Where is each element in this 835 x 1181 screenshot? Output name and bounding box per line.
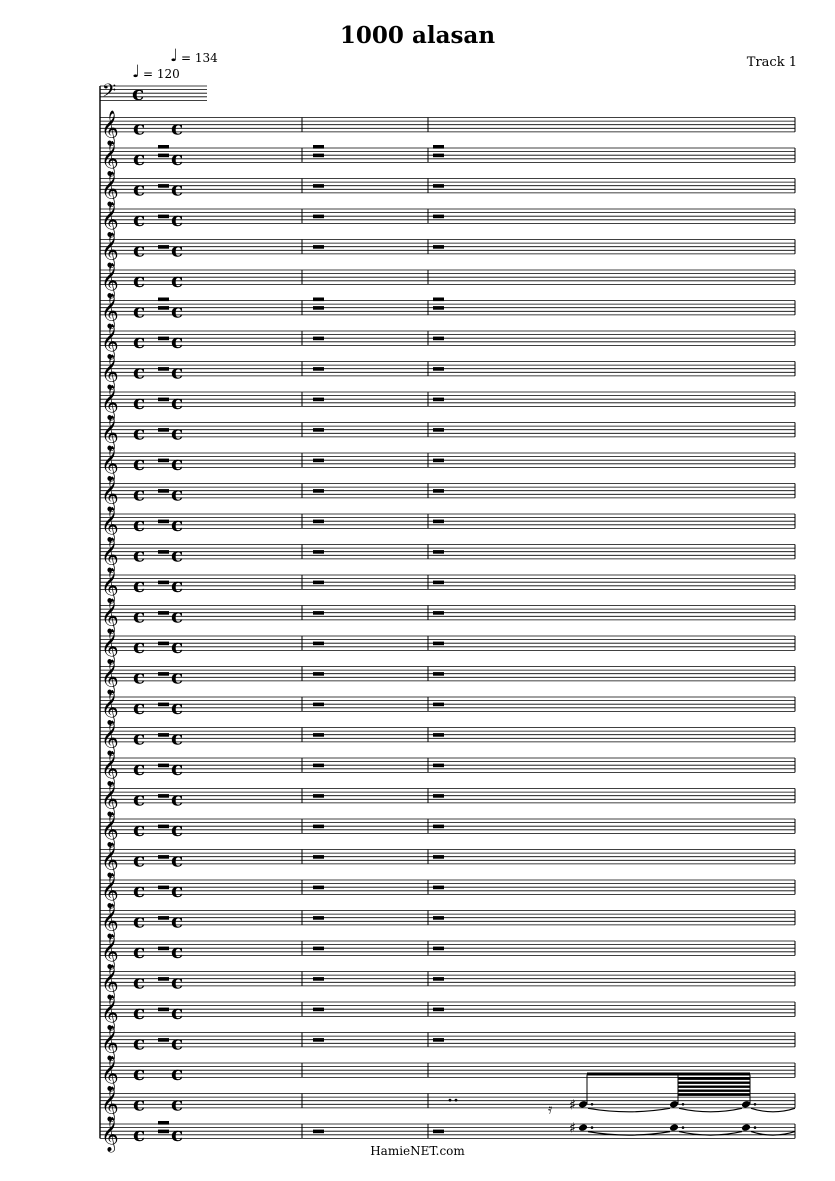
whole-rest xyxy=(158,733,169,737)
whole-rest xyxy=(158,611,169,615)
time-signature: c xyxy=(171,786,184,811)
time-signature: c xyxy=(171,969,184,994)
beam xyxy=(678,1094,750,1096)
tempo-value-2: = 134 xyxy=(181,51,218,65)
track-label: Track 1 xyxy=(746,55,797,70)
whole-rest xyxy=(433,855,444,859)
whole-rest xyxy=(433,489,444,493)
page-title: 1000 alasan xyxy=(339,22,496,49)
whole-rest xyxy=(158,184,169,188)
whole-rest xyxy=(313,733,324,737)
treble-clef-icon: 𝄞 xyxy=(101,141,119,176)
whole-rest xyxy=(158,428,169,432)
quarter-note-icon: ♩ xyxy=(170,46,179,66)
treble-clef-icon: 𝄞 xyxy=(101,812,119,847)
whole-rest xyxy=(158,855,169,859)
whole-rest xyxy=(433,154,444,158)
treble-clef-icon: 𝄞 xyxy=(101,1056,119,1091)
time-signature: c xyxy=(171,1091,184,1116)
time-signature: c xyxy=(133,1061,146,1085)
treble-clef-icon: 𝄞 xyxy=(101,263,119,298)
treble-clef-icon: 𝄞 xyxy=(101,293,119,329)
whole-rest xyxy=(158,886,169,890)
augmentation-dot xyxy=(682,1126,685,1129)
tie xyxy=(751,1108,795,1112)
whole-rest xyxy=(158,1130,169,1134)
time-signature: c xyxy=(133,115,146,140)
time-signature: c xyxy=(171,1061,184,1085)
time-signature: c xyxy=(171,725,184,750)
treble-clef-icon: 𝄞 xyxy=(101,110,119,146)
beam xyxy=(678,1090,750,1092)
time-signature: c xyxy=(171,268,184,292)
quarter-note-icon: ♩ xyxy=(132,62,141,82)
time-signature: c xyxy=(171,115,184,140)
whole-rest xyxy=(313,145,324,149)
whole-rest xyxy=(313,428,324,432)
treble-clef-icon: 𝄞 xyxy=(101,1025,119,1061)
treble-clef-icon: 𝄞 xyxy=(101,934,119,969)
time-signature: c xyxy=(171,878,184,902)
time-signature: c xyxy=(171,695,184,719)
sharp-accidental: ♯ xyxy=(569,1097,576,1114)
whole-rest xyxy=(313,672,324,676)
treble-clef-icon: 𝄞 xyxy=(101,873,119,908)
whole-rest xyxy=(313,459,324,463)
treble-clef-icon: 𝄞 xyxy=(101,781,119,817)
treble-clef-icon: 𝄞 xyxy=(101,842,119,878)
time-signature: c xyxy=(171,298,184,323)
whole-rest xyxy=(313,642,324,646)
treble-clef-icon: 𝄞 xyxy=(101,598,119,634)
whole-rest xyxy=(433,825,444,829)
whole-rest xyxy=(158,916,169,920)
whole-rest xyxy=(433,581,444,585)
time-signature: c xyxy=(171,1030,184,1055)
time-signature: c xyxy=(132,81,145,105)
whole-rest xyxy=(433,367,444,371)
augmentation-dot xyxy=(754,1103,757,1106)
time-signature: c xyxy=(133,512,146,536)
treble-clef-icon: 𝄞 xyxy=(101,751,119,786)
augmentation-dot xyxy=(754,1126,757,1129)
treble-clef-icon: 𝄞 xyxy=(101,568,119,603)
whole-rest xyxy=(313,1038,324,1042)
whole-rest xyxy=(433,672,444,676)
time-signature: c xyxy=(133,847,146,872)
time-signature: c xyxy=(133,298,146,323)
time-signature: c xyxy=(171,542,184,567)
whole-rest xyxy=(158,154,169,158)
whole-rest xyxy=(313,611,324,615)
sharp-accidental: ♯ xyxy=(569,1120,576,1137)
treble-clef-icon: 𝄞 xyxy=(101,903,119,939)
time-signature: c xyxy=(133,1122,146,1146)
whole-rest xyxy=(313,703,324,707)
whole-rest xyxy=(433,916,444,920)
whole-rest xyxy=(433,184,444,188)
treble-clef-icon: 𝄞 xyxy=(101,385,119,420)
time-signature: c xyxy=(171,237,184,262)
time-signature: c xyxy=(133,207,146,231)
whole-rest xyxy=(433,977,444,981)
whole-rest xyxy=(158,215,169,219)
notehead xyxy=(741,1100,751,1109)
treble-clef-icon: 𝄞 xyxy=(101,964,119,1000)
treble-clef-icon: 𝄞 xyxy=(101,171,119,207)
time-signature: c xyxy=(133,664,146,689)
time-signature: c xyxy=(133,451,146,475)
whole-rest xyxy=(433,1008,444,1012)
tie xyxy=(679,1108,742,1112)
time-signature: c xyxy=(133,878,146,902)
beam xyxy=(587,1073,750,1076)
whole-rest xyxy=(158,145,169,149)
whole-rest xyxy=(313,855,324,859)
time-signature: c xyxy=(133,634,146,658)
treble-clef-icon: 𝄞 xyxy=(101,1117,119,1152)
treble-clef-icon: 𝄞 xyxy=(101,232,119,268)
time-signature: c xyxy=(133,1000,146,1024)
whole-rest xyxy=(433,215,444,219)
treble-clef-icon: 𝄞 xyxy=(101,324,119,359)
whole-rest xyxy=(158,794,169,798)
augmentation-dot xyxy=(682,1103,685,1106)
augmentation-dot xyxy=(591,1103,594,1106)
tie xyxy=(588,1108,670,1112)
whole-rest xyxy=(433,794,444,798)
whole-rest xyxy=(313,1130,324,1134)
treble-clef-icon: 𝄞 xyxy=(101,659,119,695)
treble-clef-icon: 𝄞 xyxy=(101,1086,119,1122)
time-signature: c xyxy=(171,176,184,201)
time-signature: c xyxy=(171,1000,184,1024)
whole-rest xyxy=(433,642,444,646)
whole-rest xyxy=(158,306,169,310)
time-signature: c xyxy=(133,1030,146,1055)
notehead xyxy=(578,1100,588,1109)
whole-rest xyxy=(313,825,324,829)
time-signature: c xyxy=(171,817,184,841)
time-signature: c xyxy=(171,939,184,963)
whole-rest xyxy=(158,672,169,676)
whole-rest xyxy=(433,764,444,768)
whole-rest xyxy=(433,298,444,302)
whole-rest xyxy=(433,428,444,432)
time-signature: c xyxy=(171,481,184,506)
whole-rest xyxy=(433,1130,444,1134)
time-signature: c xyxy=(171,390,184,414)
whole-rest xyxy=(433,459,444,463)
whole-rest xyxy=(313,520,324,524)
whole-rest xyxy=(433,245,444,249)
whole-rest xyxy=(433,520,444,524)
time-signature: c xyxy=(133,268,146,292)
time-signature: c xyxy=(133,817,146,841)
whole-rest xyxy=(313,764,324,768)
time-signature: c xyxy=(171,756,184,780)
time-signature: c xyxy=(133,756,146,780)
whole-rest xyxy=(313,154,324,158)
whole-rest xyxy=(433,550,444,554)
whole-rest xyxy=(158,642,169,646)
augmentation-dot xyxy=(455,1099,458,1102)
whole-rest xyxy=(158,764,169,768)
whole-rest xyxy=(313,550,324,554)
treble-clef-icon: 𝄞 xyxy=(101,690,119,725)
whole-rest xyxy=(158,367,169,371)
whole-rest xyxy=(158,550,169,554)
time-signature: c xyxy=(133,390,146,414)
whole-rest xyxy=(313,886,324,890)
time-signature: c xyxy=(133,329,146,353)
footer-credit: HamieNET.com xyxy=(370,1144,465,1158)
whole-rest xyxy=(433,337,444,341)
whole-rest xyxy=(158,581,169,585)
whole-rest xyxy=(313,245,324,249)
whole-rest xyxy=(313,947,324,951)
time-signature: c xyxy=(171,908,184,933)
whole-rest xyxy=(313,794,324,798)
treble-clef-icon: 𝄞 xyxy=(101,476,119,512)
augmentation-dot xyxy=(591,1126,594,1129)
whole-rest xyxy=(158,245,169,249)
time-signature: c xyxy=(133,237,146,262)
time-signature: c xyxy=(171,1122,184,1146)
time-signature: c xyxy=(133,786,146,811)
whole-rest xyxy=(158,520,169,524)
time-signature: c xyxy=(133,359,146,384)
whole-rest xyxy=(433,611,444,615)
time-signature: c xyxy=(171,420,184,445)
time-signature: c xyxy=(171,146,184,170)
augmentation-dot xyxy=(449,1099,452,1102)
time-signature: c xyxy=(171,573,184,597)
whole-rest xyxy=(313,367,324,371)
treble-clef-icon: 𝄞 xyxy=(101,995,119,1030)
time-signature: c xyxy=(133,969,146,994)
whole-rest xyxy=(313,489,324,493)
time-signature: c xyxy=(133,603,146,628)
notehead xyxy=(741,1123,751,1132)
time-signature: c xyxy=(133,908,146,933)
beam xyxy=(678,1086,750,1088)
whole-rest xyxy=(158,398,169,402)
time-signature: c xyxy=(133,481,146,506)
whole-rest xyxy=(158,489,169,493)
time-signature: c xyxy=(133,939,146,963)
whole-rest xyxy=(433,733,444,737)
whole-rest xyxy=(313,184,324,188)
time-signature: c xyxy=(171,847,184,872)
treble-clef-icon: 𝄞 xyxy=(101,629,119,664)
time-signature: c xyxy=(171,329,184,353)
notehead xyxy=(578,1123,588,1132)
beam xyxy=(678,1078,750,1080)
time-signature: c xyxy=(133,542,146,567)
whole-rest xyxy=(433,1038,444,1042)
whole-rest xyxy=(433,398,444,402)
notehead xyxy=(669,1123,679,1132)
time-signature: c xyxy=(133,176,146,201)
whole-rest xyxy=(158,337,169,341)
whole-rest xyxy=(433,145,444,149)
time-signature: c xyxy=(171,512,184,536)
time-signature: c xyxy=(133,420,146,445)
treble-clef-icon: 𝄞 xyxy=(101,507,119,542)
time-signature: c xyxy=(171,451,184,475)
time-signature: c xyxy=(171,634,184,658)
treble-clef-icon: 𝄞 xyxy=(101,446,119,481)
whole-rest xyxy=(158,947,169,951)
treble-clef-icon: 𝄞 xyxy=(101,202,119,237)
time-signature: c xyxy=(171,664,184,689)
tempo-value-1: = 120 xyxy=(143,67,180,81)
whole-rest xyxy=(158,1008,169,1012)
whole-rest xyxy=(158,703,169,707)
treble-clef-icon: 𝄞 xyxy=(101,354,119,390)
whole-rest xyxy=(158,977,169,981)
time-signature: c xyxy=(133,725,146,750)
notehead xyxy=(669,1100,679,1109)
time-signature: c xyxy=(133,146,146,170)
whole-rest xyxy=(313,581,324,585)
beam xyxy=(678,1082,750,1084)
whole-rest xyxy=(158,459,169,463)
whole-rest xyxy=(313,298,324,302)
whole-rest xyxy=(313,1008,324,1012)
treble-clef-icon: 𝄞 xyxy=(101,537,119,573)
whole-rest xyxy=(313,215,324,219)
time-signature: c xyxy=(133,573,146,597)
time-signature: c xyxy=(171,207,184,231)
treble-clef-icon: 𝄞 xyxy=(101,720,119,756)
sixtyfourth-rest-icon: 𝄿 xyxy=(548,1101,553,1118)
time-signature: c xyxy=(171,603,184,628)
whole-rest xyxy=(433,947,444,951)
whole-rest xyxy=(433,306,444,310)
bass-clef-icon: 𝄢 xyxy=(102,81,117,106)
whole-rest xyxy=(158,825,169,829)
whole-rest xyxy=(158,1038,169,1042)
time-signature: c xyxy=(133,1091,146,1116)
whole-rest xyxy=(433,886,444,890)
time-signature: c xyxy=(171,359,184,384)
whole-rest xyxy=(158,298,169,302)
whole-rest xyxy=(313,337,324,341)
whole-rest xyxy=(313,398,324,402)
whole-rest xyxy=(313,306,324,310)
time-signature: c xyxy=(133,695,146,719)
whole-rest xyxy=(313,977,324,981)
whole-rest xyxy=(313,916,324,920)
treble-clef-icon: 𝄞 xyxy=(101,415,119,451)
whole-rest xyxy=(158,1121,169,1125)
whole-rest xyxy=(433,703,444,707)
